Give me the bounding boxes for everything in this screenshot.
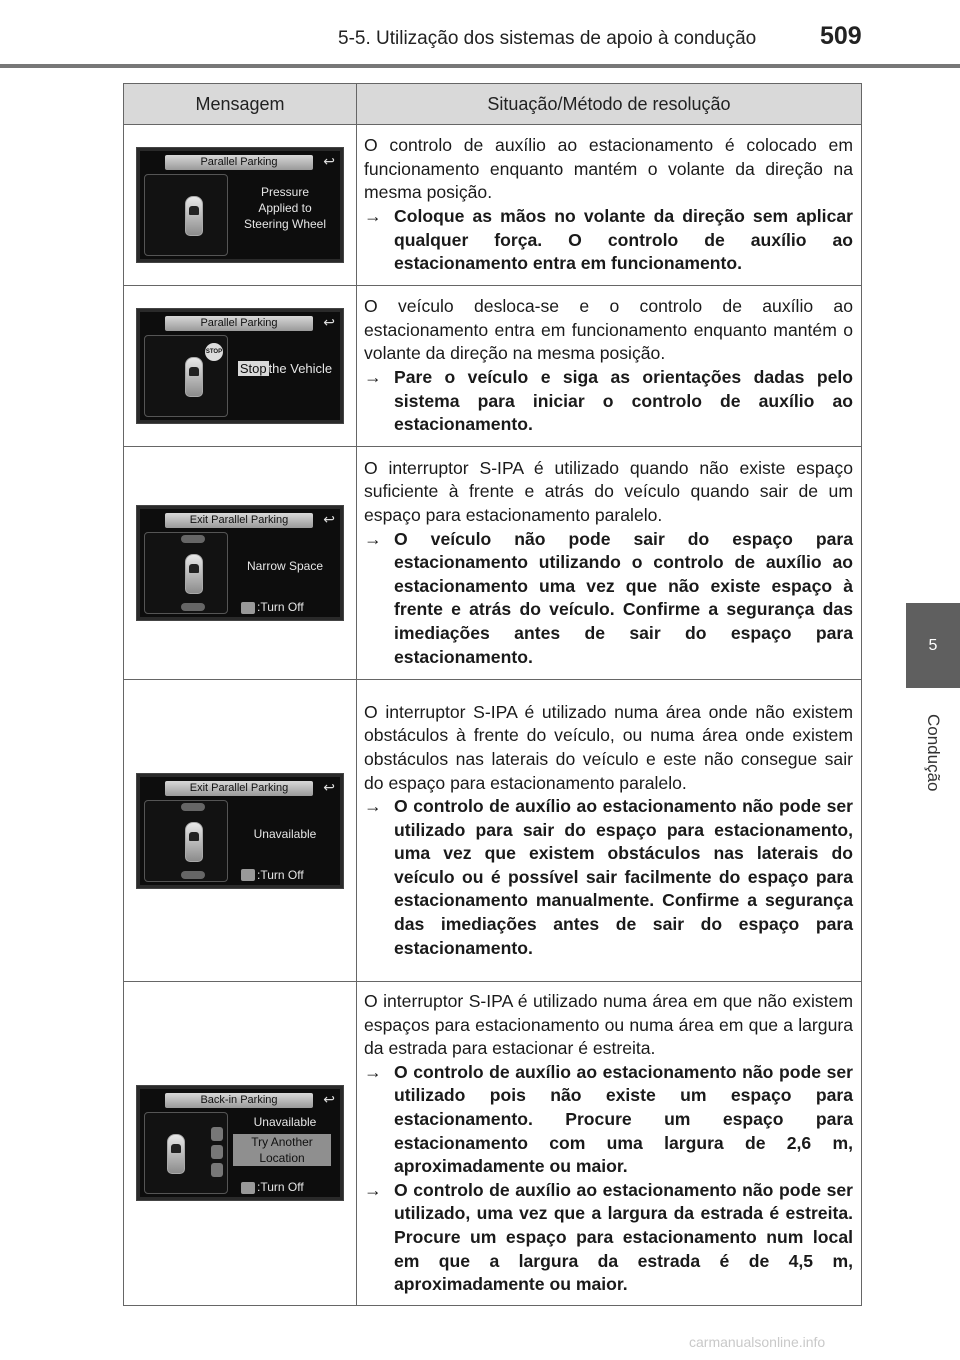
screen-title: Parallel Parking: [165, 316, 313, 331]
situation-text: O veículo desloca-se e o controlo de auxílio ao estacionamento entra em funcionamento enquanto mantém o volante da direção na mesma posição.: [364, 296, 853, 364]
message-table: [123, 83, 862, 1306]
display-screen: [136, 505, 344, 621]
arrow-icon: →: [364, 1179, 382, 1200]
screen-title: Exit Parallel Parking: [165, 781, 313, 796]
back-icon: ↩: [323, 153, 335, 169]
message-cell: [124, 680, 357, 982]
watermark: carmanualsonline.info: [689, 1334, 826, 1350]
table-row: [124, 286, 862, 447]
chapter-number: 5: [928, 636, 938, 654]
car-icon: [185, 554, 203, 594]
solution-cell: [357, 447, 862, 680]
car-icon: [185, 822, 203, 862]
column-header-solution: Situação/Método de resolução: [357, 84, 862, 125]
arrow-icon: →: [364, 1061, 382, 1082]
screen-line: Steering Wheel: [243, 217, 327, 231]
turn-off-hint: :Turn Off: [241, 868, 304, 882]
chapter-label-text: Condução: [924, 714, 943, 792]
chapter-tab[interactable]: [906, 603, 960, 688]
section-title: 5-5. Utilização dos sistemas de apoio à condução: [338, 28, 757, 49]
action-text: → Pare o veículo e siga as orientações dadas pelo sistema para iniciar o controlo de auxílio ao estacionamento.: [364, 367, 853, 435]
message-cell: [124, 982, 357, 1306]
message-cell: [124, 125, 357, 286]
display-screen: [136, 308, 344, 424]
car-icon: [185, 357, 203, 397]
parking-switch-icon: [241, 1182, 255, 1194]
screen-message: Narrow Space: [246, 559, 324, 573]
screen-message: Unavailable: [253, 1115, 317, 1130]
action-text: → Coloque as mãos no volante da direção sem aplicar qualquer força. O controlo de auxílio ao estacionamento entra em funcionamento.: [364, 206, 853, 274]
solution-cell: [357, 680, 862, 982]
display-screen: [136, 147, 344, 263]
situation-text: O interruptor S-IPA é utilizado numa área onde não existem obstáculos à frente do veículo, ou numa área onde existem obstáculos nas laterais do veículo e este não consegue sair do espaço para estacionamento paralelo.: [364, 701, 853, 793]
parking-switch-icon: [241, 602, 255, 614]
back-icon: ↩: [323, 1091, 335, 1108]
screen-highlight: [233, 1134, 331, 1166]
screen-message: Unavailable: [253, 826, 317, 841]
car-icon: [185, 196, 203, 236]
vehicle-panel: [144, 174, 228, 256]
slot-icon: [211, 1145, 223, 1159]
screen-message: [233, 184, 337, 232]
parking-switch-icon: [241, 869, 255, 881]
back-icon: ↩: [323, 511, 335, 527]
back-icon: ↩: [323, 778, 335, 795]
page-number: 509: [820, 22, 862, 50]
turn-off-hint: :Turn Off: [241, 600, 304, 614]
action-text: → O veículo não pode sair do espaço para estacionamento utilizando o controlo de auxílio ao estacionamento uma vez que não existe espaço à frente e atrás do veículo. Confirme a segurança das imediações antes de sair do espaço para estacionamento.: [364, 528, 853, 667]
column-header-message: Mensagem: [124, 84, 357, 125]
screen-line: Pressure: [260, 185, 310, 199]
situation-text: O interruptor S-IPA é utilizado numa área em que não existem espaços para estacionamento ou numa área em que a largura da estrada para estacionar é estreita.: [364, 991, 853, 1059]
display-screen: [136, 1085, 344, 1201]
back-icon: ↩: [323, 314, 335, 330]
action-text: → O controlo de auxílio ao estacionamento não pode ser utilizado pois não existe um espaço para estacionamento. Procure um espaço para estacionamento com uma largura de 2,6 m, aproximadamente ou maior.: [364, 1061, 853, 1177]
table-row: [124, 125, 862, 286]
slot-icon: [211, 1163, 223, 1177]
stop-word: Stop: [239, 361, 267, 376]
screen-title: Back-in Parking: [165, 1093, 313, 1108]
action-text: → O controlo de auxílio ao estacionamento não pode ser utilizado para sair do espaço para estacionamento, uma vez que existem obstáculos nas laterais do veículo ou é possível sair facilmente do espaço para estacionamento manualmente. Confirme a segurança das imediações antes de sair do espaço para estacionamento.: [364, 796, 853, 958]
arrow-icon: →: [364, 206, 382, 226]
action-text: → O controlo de auxílio ao estacionamento não pode ser utilizado, uma vez que a largura da estrada é estreita. Procure um espaço para estacionamento num local em que a largura da estrada é de 4,5 m, aproximadamente ou maior.: [364, 1179, 853, 1295]
screen-title: Parallel Parking: [165, 155, 313, 170]
car-icon: [167, 1134, 185, 1174]
screen-line: Try Another: [251, 1135, 313, 1150]
message-cell: [124, 447, 357, 680]
solution-cell: [357, 982, 862, 1306]
message-cell: [124, 286, 357, 447]
situation-text: O controlo de auxílio ao estacionamento é colocado em funcionamento enquanto mantém o volante da direção na mesma posição.: [364, 135, 853, 203]
arrow-icon: →: [364, 796, 382, 817]
sensor-rear-icon: [181, 603, 205, 611]
vehicle-panel: [144, 800, 228, 882]
screen-line: Applied to: [258, 201, 312, 215]
solution-cell: [357, 125, 862, 286]
chapter-label: [906, 698, 960, 808]
table-row: [124, 982, 862, 1306]
situation-text: O interruptor S-IPA é utilizado quando não existe espaço suficiente à frente e atrás do veículo quando sair de um espaço para estacionamento paralelo.: [364, 457, 853, 526]
slot-icon: [211, 1127, 223, 1141]
table-header-row: [124, 84, 862, 125]
turn-off-hint: :Turn Off: [241, 1180, 304, 1194]
table-row: [124, 680, 862, 982]
solution-cell: [357, 286, 862, 447]
stop-sign-icon: STOP: [205, 343, 223, 361]
display-screen: [136, 773, 344, 889]
header-rule: [0, 64, 960, 68]
screen-title: Exit Parallel Parking: [165, 513, 313, 528]
arrow-icon: →: [364, 367, 382, 387]
sensor-front-icon: [181, 803, 205, 811]
parking-slots: [211, 1127, 223, 1181]
sensor-rear-icon: [181, 871, 205, 879]
arrow-icon: →: [364, 528, 382, 549]
screen-line: Location: [259, 1151, 305, 1166]
vehicle-panel: [144, 532, 228, 614]
screen-line: the Vehicle: [268, 361, 333, 376]
sensor-front-icon: [181, 535, 205, 543]
vehicle-panel: [144, 1112, 228, 1194]
screen-message: [233, 361, 337, 377]
table-row: [124, 447, 862, 680]
